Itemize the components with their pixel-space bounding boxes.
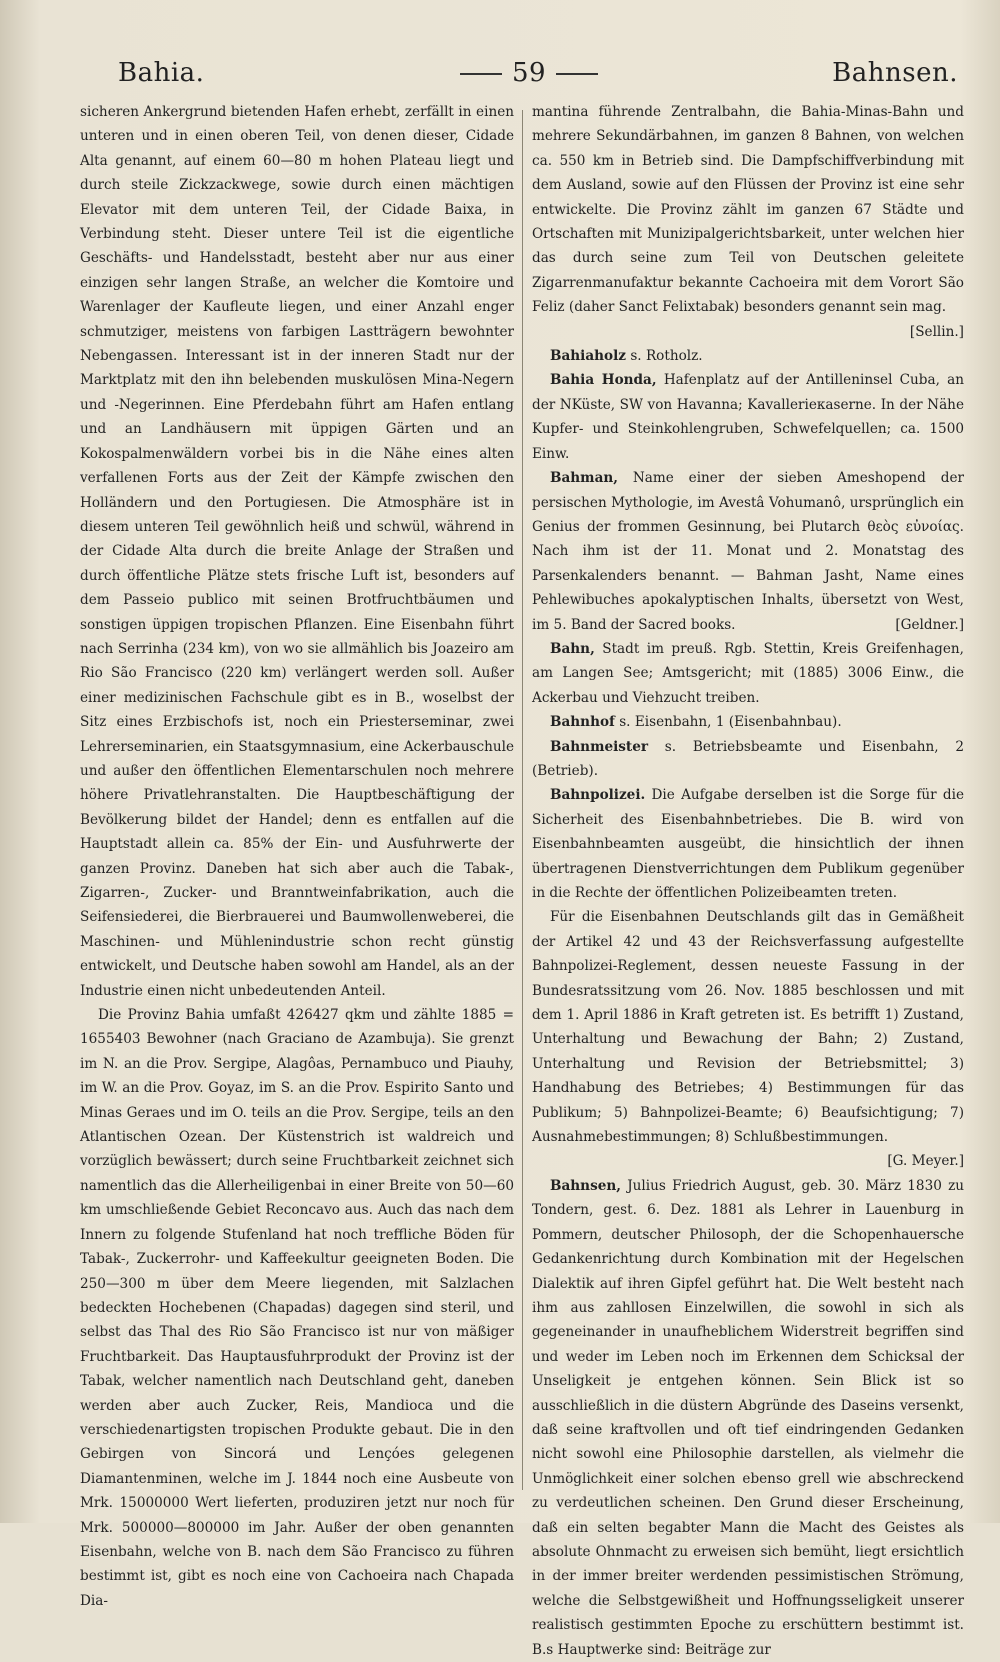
lemma-bahnmeister: Bahnmeister	[550, 738, 649, 755]
entry-bahn	[532, 637, 964, 710]
lemma-bahnhof: Bahnhof	[550, 714, 615, 731]
lemma-bahn: Bahn,	[550, 640, 595, 657]
author-meyer: [G. Meyer.]	[887, 1153, 964, 1170]
right-column	[532, 100, 964, 1658]
text-bahiaholz: s. Rotholz.	[630, 348, 703, 365]
author-sellin: [Sellin.]	[909, 323, 964, 340]
entry-bahnmeister	[532, 735, 964, 784]
header-rule-right	[556, 73, 598, 75]
header-right-keyword: Bahnsen.	[832, 58, 958, 88]
left-column	[80, 100, 514, 1609]
author-geldner: [Geldner.]	[895, 616, 964, 633]
bahia-continuation-paragraph	[532, 100, 964, 340]
text-bahnpolizei-2: Für die Eisenbahnen Deutschlands gilt das in Gemäßheit der Artikel 42 und 43 der Reichsverfassung aufgestellte Bahnpolizei-Reglement, dessen neueste Fassung in der Bundesratssitzung vom 26. Nov. 1885 beschlossen und mit dem 1. April 1886 in Kraft getreten ist. Es betrifft 1) Zustand, Unterhaltung und Bewachung der Bahn; 2) Zustand, Unterhaltung und Revision der Betriebsmittel; 3) Handhabung des Betriebes; 4) Bestimmungen für das Publikum; 5) Bahnpolizei-Beamte; 6) Beaufsichtigung; 7) Ausnahmebestimmungen; 8) Schlußbestimmungen.	[532, 909, 964, 1146]
entry-bahman	[532, 466, 964, 637]
header-left-keyword: Bahia.	[118, 58, 205, 88]
lemma-bahiaholz: Bahiaholz	[550, 348, 626, 365]
page-number	[444, 58, 614, 88]
text-bahnpolizei: Die Aufgabe derselben ist die Sorge für die Sicherheit des Eisenbahnbetriebes. Die B. wird von Eisenbahnbeamten ausgeübt, die hinsichtlich der ihnen übertragenen Dienstverrichtungen dem Publikum gegenüber in die Rechte der öffentlichen Polizeibeamten treten.	[532, 787, 964, 901]
entry-bahia-honda	[532, 368, 964, 466]
running-header	[98, 58, 958, 98]
lemma-bahnsen: Bahnsen,	[550, 1177, 621, 1194]
text-bahnhof: s. Eisenbahn, 1 (Eisenbahnbau).	[619, 714, 842, 731]
lemma-bahia-honda: Bahia Honda,	[550, 372, 657, 389]
entry-bahnhof	[532, 710, 964, 734]
column-divider	[522, 110, 523, 1490]
text-bahia-honda: Hafenplatz auf der Antilleninsel Cuba, an der NKüste, SW von Havanna; Kavallerieкaserne. In der Nähe Kupfer- und Steinkohlengruben, Schwefelquellen; ca. 1500 Einw.	[532, 372, 964, 462]
bahnpolizei-paragraph-2	[532, 905, 964, 1170]
page-number-text: 59	[511, 58, 547, 88]
bahia-province-paragraph: Die Provinz Bahia umfaßt 426427 qkm und zählte 1885 = 1655403 Bewohner (nach Graciano de Azambuja). Sie grenzt im N. an die Prov. Sergipe, Alagôas, Pernambuco und Piauhy, im W. an die Prov. Goyaz, im S. an die Prov. Espirito Santo und Minas Geraes und im O. teils an die Prov. Sergipe, teils an den Atlantischen Ozean. Der Küstenstrich ist waldreich und vorzüglich bewässert; durch seine Fruchtbarkeit zeichnet sich namentlich das die Allerheiligenbai in einer Breite von 50—60 km umschließende Gebiet Reconcavo aus. Auch das nach dem Innern zu folgende Stufenland hat noch treffliche Böden für Tabak-, Zuckerrohr- und Kaffeekultur geeigneten Boden. Die 250—300 m über dem Meere liegenden, mit Salzlachen bedeckten Hochebenen (Chapadas) dagegen sind steril, und selbst das Thal des Rio São Francisco ist nur von mäßiger Fruchtbarkeit. Das Hauptausfuhrprodukt der Provinz ist der Tabak, welcher namentlich nach Deutschland geht, daneben werden aber auch Zucker, Reis, Mandioca und die verschiedenartigsten tropischen Produkte gebaut. Die in den Gebirgen von Sincorá und Lençóes gelegenen Diamantenminen, welche im J. 1844 noch eine Ausbeute von Mrk. 15000000 Wert lieferten, produziren jetzt nur noch für Mrk. 500000—800000 im Jahr. Außer der oben genannten Eisenbahn, welche von B. nach dem São Francisco zu führen bestimmt ist, gibt es noch eine von Cachoeira nach Chapada Dia-	[80, 1007, 514, 1609]
header-rule-left	[460, 73, 502, 75]
bahia-city-paragraph: sicheren Ankergrund bietenden Hafen erhebt, zerfällt in einen unteren und in einen oberen Teil, von denen dieser, Cidade Alta genannt, auf einem 60—80 m hohen Plateau liegt und durch steile Zickzackwege, sowie durch einen mächtigen Elevator mit dem unteren Teil, der Cidade Baixa, in Verbindung steht. Dieser untere Teil ist die eigentliche Geschäfts- und Handelsstadt, besteht aber nur aus einer einzigen sehr langen Straße, an welcher die Komtoire und Warenlager der Kaufleute liegen, und einer Anzahl enger schmutziger, meistens von farbigen Lastträgern bewohnter Nebengassen. Interessant ist in der inneren Stadt nur der Marktplatz mit den ihn belebenden muskulösen Mina-Negern und -Negerinnen. Eine Pferdebahn führt am Hafen entlang und an Landhäusern mit üppigen Gärten und an Kokospalmenwäldern vorbei bis in die Nähe eines alten verfallenen Forts aus der Zeit der Kämpfe zwischen den Holländern und den Portugiesen. Die Atmosphäre ist in diesem unteren Teil gewöhnlich heiß und schwül, während in der Cidade Alta durch die breite Anlage der Straßen und durch öffentliche Plätze stets frische Luft ist, besonders auf dem Passeio publico mit seinen Brotfruchtbäumen und sonstigen üppigen tropischen Pflanzen. Eine Eisenbahn führt nach Serrinha (234 km), von wo sie allmählich bis Joazeiro am Rio São Francisco (220 km) verlängert werden soll. Außer einer medizinischen Fachschule gibt es in B., woselbst der Sitz eines Erzbischofs ist, noch ein Priesterseminar, zwei Lehrerseminarien, ein Staatsgymnasium, eine Ackerbauschule und außer den öffentlichen Elementarschulen noch mehrere höhere Privatlehranstalten. Die Hauptbeschäftigung der Bevölkerung bildet der Handel; denn es entfallen auf die Hauptstadt allein ca. 85% der Ein- und Ausfuhrwerte der ganzen Provinz. Daneben hat sich aber auch die Tabak-, Zigarren-, Zucker- und Branntweinfabrikation, auch die Seifensiederei, die Bierbrauerei und Baumwollenweberei, die Maschinen- und Mühlenindustrie schon recht günstig entwickelt, und Deutsche haben sowohl am Handel, als an der Industrie einen nicht unbedeutenden Anteil.	[80, 104, 514, 999]
lemma-bahman: Bahman,	[550, 470, 618, 487]
text-bahnsen: Julius Friedrich August, geb. 30. März 1830 zu Tondern, gest. 6. Dez. 1881 als Lehrer in Lauenburg in Pommern, deutscher Philosoph, der die Schopenhauersche Gedankenrichtung durch Kombination mit der Hegelschen Dialektik auf ihren Gipfel geführt hat. Die Welt besteht nach ihm aus zahllosen Einzelwillen, die sowohl in sich als gegeneinander in unaufheblichem Widerstreit begriffen sind und weder im Leben noch im Erkennen dem Schicksal der Unseligkeit je entgehen können. Sein Blick ist so ausschließlich in die düstern Abgründe des Daseins versenkt, daß seine kraftvollen und oft tief eindringenden Gedanken nicht sowohl eine Philosophie darstellen, als vielmehr die Unmöglichkeit einer solchen ebenso grell wie abschreckend zu verdeutlichen scheinen. Den Grund dieser Erscheinung, daß ein selten begabter Mann die Macht des Geistes als absolute Ohnmacht zu erweisen sich bemüht, liegt ersichtlich in der immer breiter werdenden pessimistischen Strömung, welche die Selbstgewißheit und Hoffnungsseligkeit unserer realistisch gestimmten Epoche zu erschüttern bestimmt ist. B.s Hauptwerke sind: Beiträge zur	[532, 1177, 964, 1658]
text-bahman: Name einer der sieben Ameshopend der persischen Mythologie, im Avestâ Vohumanô, ursprünglich ein Genius der frommen Gesinnung, bei Plutarch θεὸς εὐνοίας. Nach ihm ist der 11. Monat und 2. Monatstag des Parsenkalenders benannt. — Bahman Jasht, Name eines Pehlewibuches apokalyptischen Inhalts, übersetzt von West, im 5. Band der Sacred books.	[532, 470, 964, 633]
entry-bahnpolizei	[532, 783, 964, 905]
entry-bahnsen	[532, 1174, 964, 1662]
text-bahn: Stadt im preuß. Rgb. Stettin, Kreis Greifenhagen, am Langen See; Amtsgericht; mit (1885) 3006 Einw., die Ackerbau und Viehzucht treiben.	[532, 640, 964, 706]
bahia-continuation-text: mantina führende Zentralbahn, die Bahia-Minas-Bahn und mehrere Sekundärbahnen, im ganzen 8 Bahnen, von welchen ca. 550 km in Betrieb sind. Die Dampfschiffverbindung mit dem Ausland, sowie auf den Flüssen der Provinz ist eine sehr entwickelte. Die Provinz zählt im ganzen 67 Städte und Ortschaften mit Munizipalgerichtsbarkeit, unter welchen hier das durch seine zum Teil von Deutschen geleitete Zigarrenmanufaktur bekannte Cachoeira mit dem Vorort São Feliz (daher Sanct Felixtabak) besonders genannt sein mag.	[532, 104, 964, 316]
lemma-bahnpolizei: Bahnpolizei.	[550, 787, 646, 804]
entry-bahiaholz	[532, 344, 964, 368]
text-bahnmeister: s. Betriebsbeamte und Eisenbahn, 2 (Betrieb).	[532, 738, 964, 779]
